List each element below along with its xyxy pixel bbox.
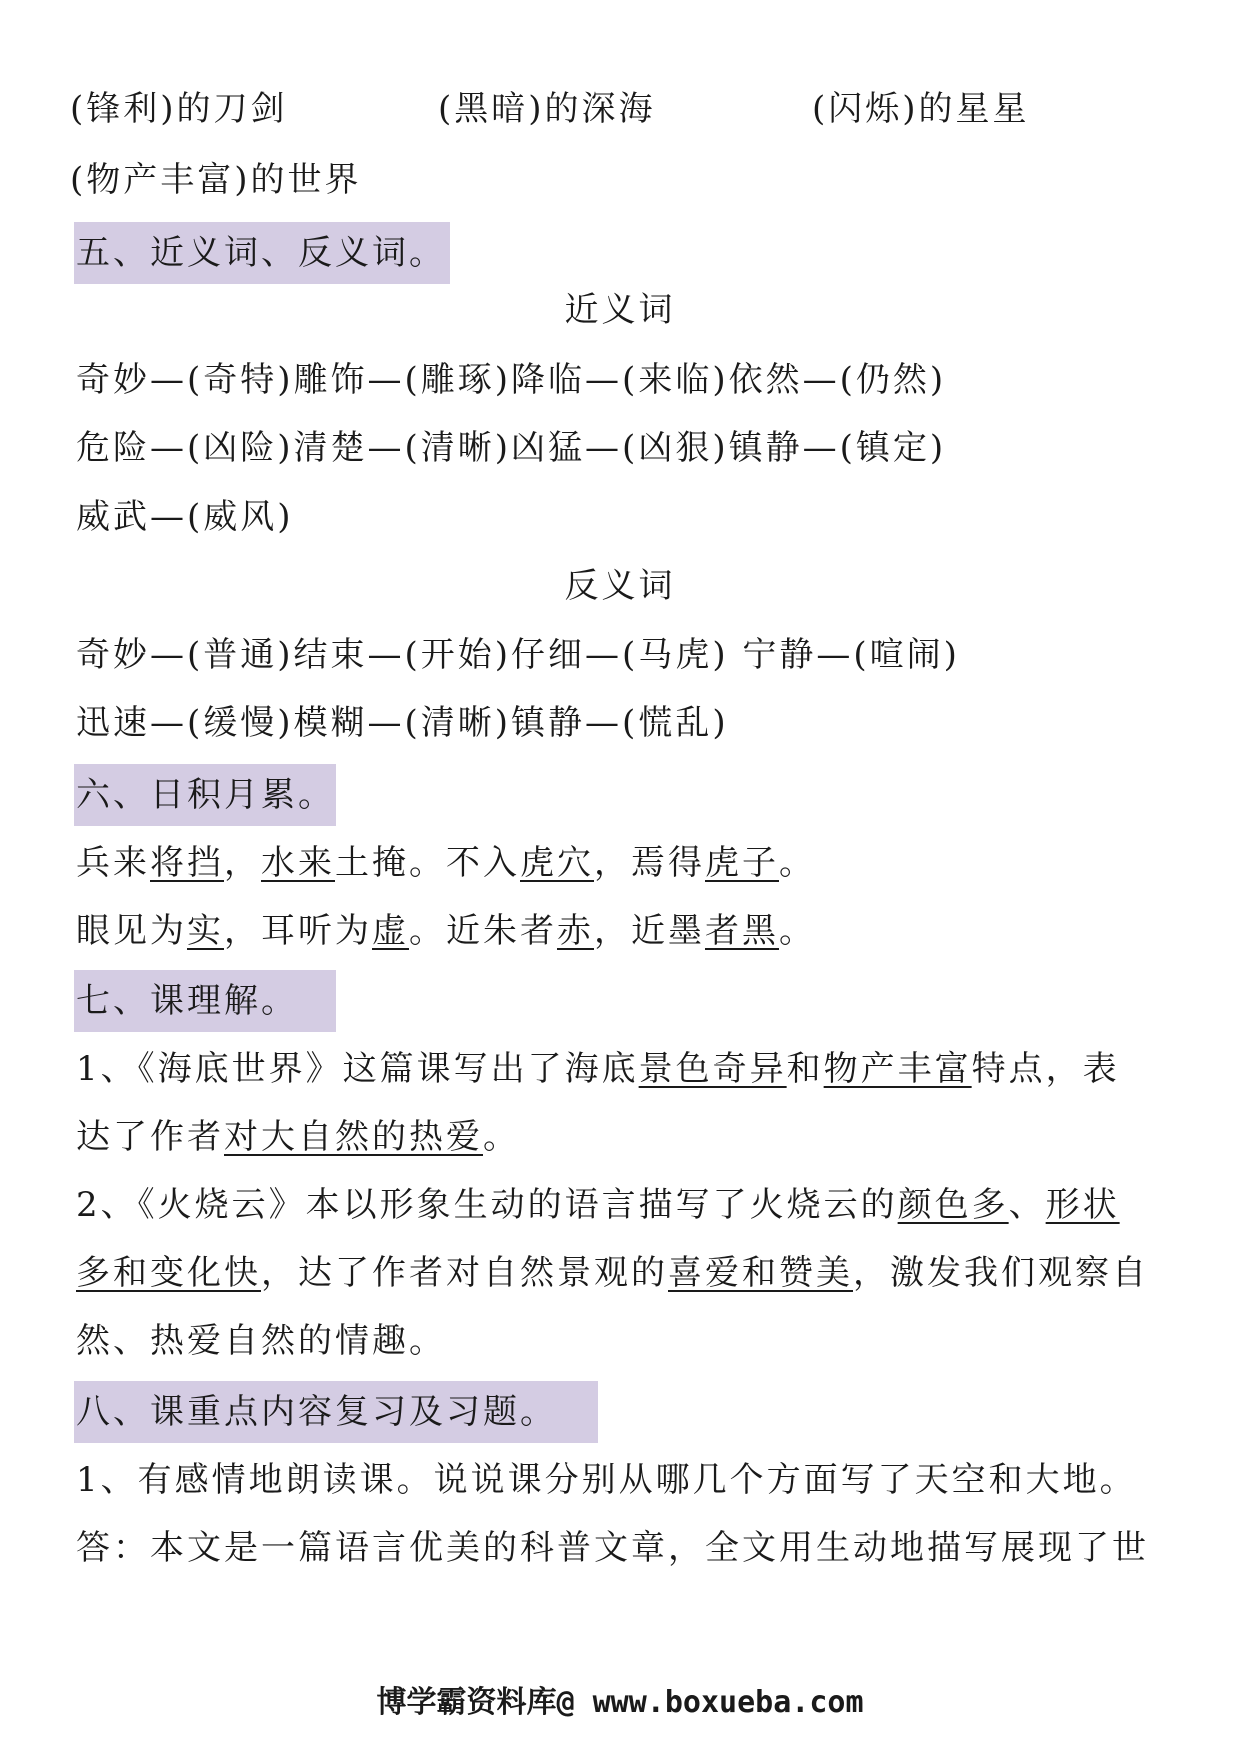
synonyms-title: 近义词: [564, 290, 676, 330]
synonyms-line: 危险—(凶险)清楚—(清晰)凶猛—(凶狠)镇静—(镇定): [76, 428, 947, 468]
text: 。近朱者: [409, 911, 557, 951]
word-pair-1: (锋利)的刀剑: [70, 89, 288, 129]
text: 兵来: [76, 843, 150, 883]
underlined-phrase: 赤: [557, 911, 594, 951]
text: 特点，表: [971, 1049, 1120, 1089]
underlined-phrase: 颜色多: [897, 1185, 1009, 1225]
underlined-phrase: 物产丰富: [823, 1049, 972, 1089]
underlined-phrase: 实: [187, 911, 224, 951]
underlined-phrase: 虎穴: [520, 843, 594, 883]
section-heading-accumulation: 六、日积月累。: [74, 764, 336, 826]
text: ，: [224, 843, 261, 883]
underlined-phrase: 对大自然的热爱: [224, 1117, 483, 1157]
underlined-phrase: 水来: [261, 843, 335, 883]
text: 。: [779, 911, 816, 951]
text: 1、《海底世界》这篇课写出了海底: [76, 1049, 639, 1089]
text: ，焉得: [594, 843, 705, 883]
understanding-item-2-line-3: 然、热爱自然的情趣。: [76, 1321, 446, 1361]
text: 、: [1008, 1185, 1046, 1225]
text: 土掩。不入: [335, 843, 520, 883]
idiom-line-2: [76, 908, 816, 954]
antonyms-line: 奇妙—(普通)结束—(开始)仔细—(马虎) 宁静—(喧闹): [76, 635, 960, 675]
text: 。: [483, 1117, 520, 1157]
synonyms-line: 威武—(威风): [76, 497, 294, 537]
text: ，激发我们观察自: [853, 1253, 1149, 1293]
synonyms-line: 奇妙—(奇特)雕饰—(雕琢)降临—(来临)依然—(仍然): [76, 360, 947, 400]
text: 。: [779, 843, 816, 883]
antonyms-line: 迅速—(缓慢)模糊—(清晰)镇静—(慌乱): [76, 703, 729, 743]
underlined-phrase: 虚: [372, 911, 409, 951]
section-heading-understanding: 七、课理解。: [74, 970, 336, 1032]
section-heading-synonyms-antonyms: 五、近义词、反义词。: [74, 222, 450, 284]
word-pair-4: (物产丰富)的世界: [70, 160, 362, 200]
underlined-phrase: 喜爱和赞美: [668, 1253, 853, 1293]
word-pair-2: (黑暗)的深海: [438, 89, 656, 129]
text: 眼见为: [76, 911, 187, 951]
review-answer-1: 答：本文是一篇语言优美的科普文章，全文用生动地描写展现了世: [76, 1528, 1149, 1568]
text: ，达了作者对自然景观的: [261, 1253, 668, 1293]
footer-watermark: 博学霸资料库@ www.boxueba.com: [376, 1685, 864, 1720]
underlined-phrase: 形状: [1045, 1185, 1120, 1225]
idiom-line-1: [76, 840, 816, 886]
underlined-phrase: 将挡: [150, 843, 224, 883]
understanding-item-1-line-2: [76, 1114, 520, 1160]
understanding-item-2-line-2: [76, 1250, 1149, 1296]
text: ，近墨: [594, 911, 705, 951]
review-question-1: 1、有感情地朗读课。说说课分别从哪几个方面写了天空和大地。: [76, 1460, 1137, 1500]
text: 和: [786, 1049, 824, 1089]
underlined-phrase: 多和变化快: [76, 1253, 261, 1293]
underlined-phrase: 虎子: [705, 843, 779, 883]
word-pair-3: (闪烁)的星星: [812, 89, 1030, 129]
section-heading-review: 八、课重点内容复习及习题。: [74, 1381, 598, 1443]
text: 2、《火烧云》本以形象生动的语言描写了火烧云的: [76, 1185, 898, 1225]
understanding-item-1-line-1: [76, 1046, 1120, 1092]
underlined-phrase: 者黑: [705, 911, 779, 951]
underlined-phrase: 景色奇异: [638, 1049, 787, 1089]
understanding-item-2-line-1: [76, 1182, 1120, 1228]
antonyms-title: 反义词: [564, 566, 676, 606]
text: 达了作者: [76, 1117, 224, 1157]
text: ，耳听为: [224, 911, 372, 951]
